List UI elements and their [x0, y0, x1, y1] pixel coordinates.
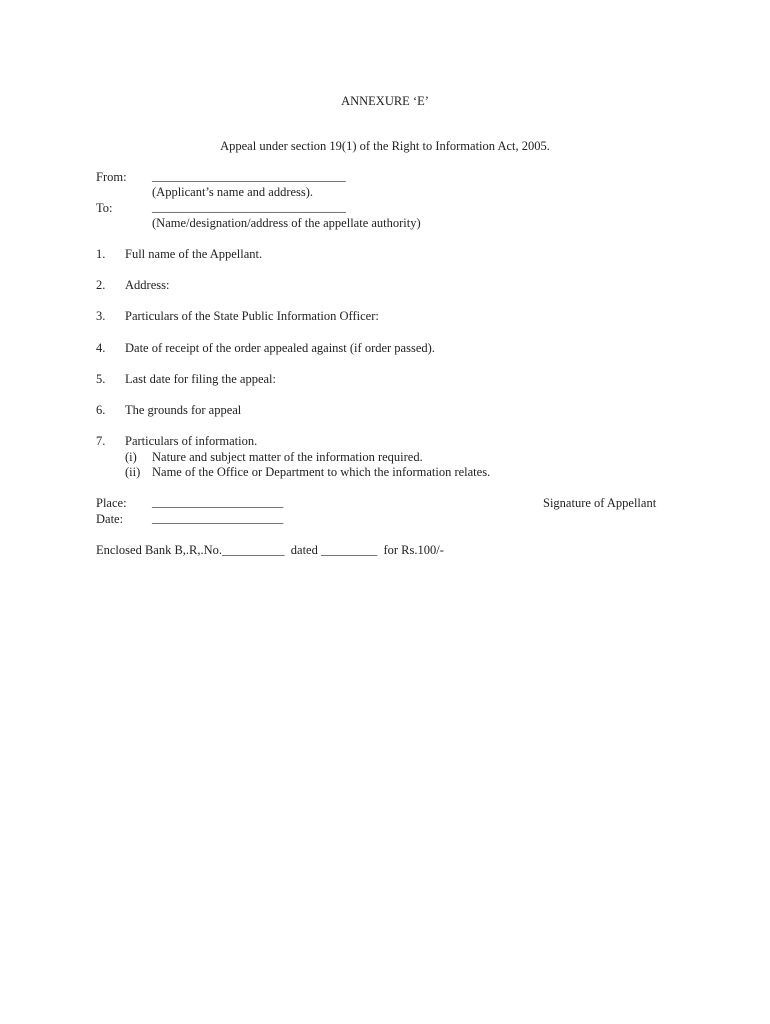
item-number: 6.: [96, 403, 106, 417]
sub-item-number: (i): [125, 450, 137, 464]
item-number: 5.: [96, 372, 106, 386]
item-number: 2.: [96, 278, 106, 292]
item-text: Date of receipt of the order appealed against (if order passed).: [125, 341, 435, 355]
from-label: From:: [96, 170, 127, 184]
sub-item-text: Name of the Office or Department to which the information relates.: [152, 465, 491, 479]
item-number: 3.: [96, 309, 106, 323]
signature-label: Signature of Appellant: [543, 496, 657, 510]
sub-item-number: (ii): [125, 465, 141, 479]
annexure-title: ANNEXURE ‘E’: [341, 94, 429, 108]
item-number: 4.: [96, 341, 106, 355]
to-blank: _______________________________: [152, 200, 346, 214]
to-note: (Name/designation/address of the appellate authority): [152, 216, 421, 230]
enclosed-bank-line: Enclosed Bank B,.R,.No.__________ dated _________ for Rs.100/-: [96, 543, 444, 557]
item-text: Address:: [125, 278, 170, 292]
appeal-heading: Appeal under section 19(1) of the Right to Information Act, 2005.: [220, 139, 550, 153]
date-blank: _____________________: [152, 511, 284, 525]
item-text: Particulars of the State Public Information Officer:: [125, 309, 379, 323]
to-label: To:: [96, 201, 113, 215]
item-text: Last date for filing the appeal:: [125, 372, 276, 386]
item-number: 1.: [96, 247, 106, 261]
place-label: Place:: [96, 496, 127, 510]
place-blank: _____________________: [152, 495, 284, 509]
from-blank: _______________________________: [152, 169, 346, 183]
sub-item-text: Nature and subject matter of the information required.: [152, 450, 423, 464]
date-label: Date:: [96, 512, 124, 526]
item-text: Full name of the Appellant.: [125, 247, 263, 261]
item-text: The grounds for appeal: [125, 403, 242, 417]
from-note: (Applicant’s name and address).: [152, 185, 314, 199]
item-text: Particulars of information.: [125, 434, 258, 448]
item-number: 7.: [96, 434, 106, 448]
